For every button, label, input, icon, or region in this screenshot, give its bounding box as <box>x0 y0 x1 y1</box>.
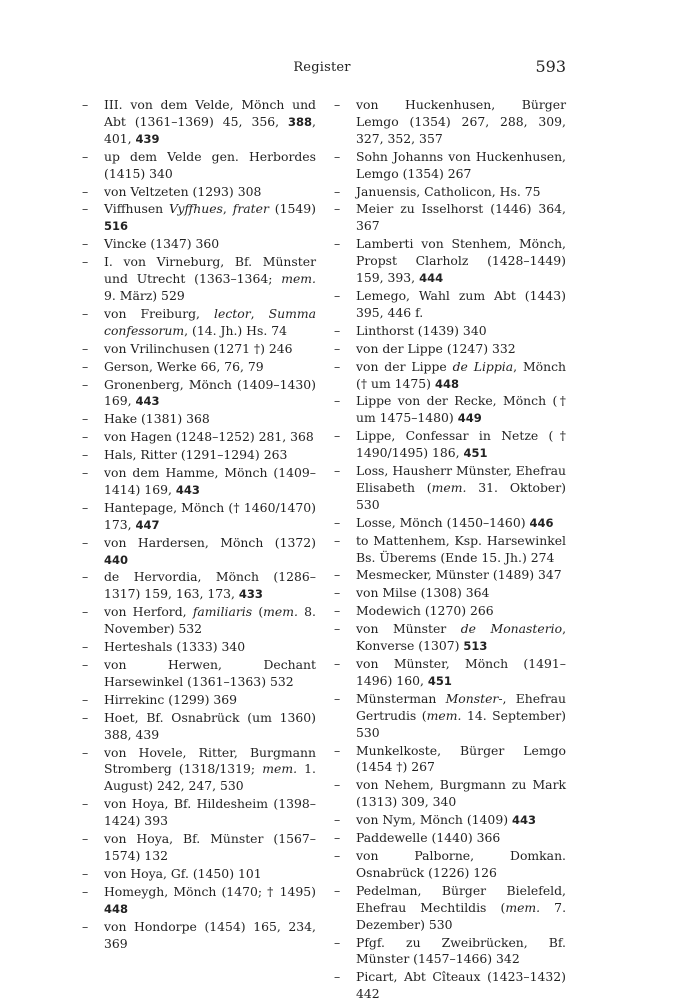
entry-text: , (14. Jh.) Hs. 74 <box>184 322 287 338</box>
index-entry <box>334 812 566 829</box>
entry-text: Gronenberg, Mönch (1409–1430) 169, <box>104 376 316 409</box>
entry-text: Mesmecker, Münster (1489) 347 <box>356 567 562 583</box>
entry-dash: – <box>334 393 341 409</box>
index-entry <box>82 447 316 464</box>
entry-page-ref-bold: 516 <box>104 219 129 234</box>
index-entry <box>334 428 566 462</box>
entry-text: von Hardersen, Mönch (1372) <box>104 534 316 550</box>
entry-text-italic: de Monasterio <box>460 621 563 637</box>
entry-dash: – <box>334 830 341 846</box>
entry-text: Vincke (1347) 360 <box>104 236 220 252</box>
entry-page-ref-bold: 444 <box>419 271 444 286</box>
entry-text-italic: Summa confessorum <box>104 305 316 338</box>
entry-dash: – <box>82 340 89 356</box>
entry-text: 9. März) 529 <box>104 287 185 303</box>
entry-dash: – <box>82 201 89 217</box>
index-entry <box>334 603 566 620</box>
entry-text: , Ehefrau Gertrudis ( <box>356 690 566 723</box>
entry-dash: – <box>82 499 89 515</box>
index-entry <box>334 935 566 969</box>
index-entry <box>82 884 316 918</box>
entry-page-ref-bold: 449 <box>457 411 482 426</box>
entry-text: Lippe von der Recke, Mönch († um 1475–1480) <box>356 393 566 426</box>
entry-dash: – <box>334 183 341 199</box>
index-entry <box>334 883 566 934</box>
entry-dash: – <box>82 639 89 655</box>
index-entry <box>82 411 316 428</box>
entry-dash: – <box>334 742 341 758</box>
entry-dash: – <box>82 305 89 321</box>
entry-text-italic: familiaris <box>192 604 253 620</box>
index-entry <box>82 429 316 446</box>
entry-text-italic: mem. <box>426 707 462 723</box>
index-entry <box>82 341 316 358</box>
entry-dash: – <box>82 709 89 725</box>
entry-page-ref-bold: 446 <box>529 515 554 530</box>
index-entry <box>334 236 566 287</box>
entry-text-italic: Monster- <box>445 690 503 706</box>
entry-dash: – <box>334 812 341 828</box>
entry-text: Pedelman, Bürger Bielefeld, Ehefrau Mechtildis ( <box>356 882 566 915</box>
entry-dash: – <box>334 148 341 164</box>
index-entry <box>82 604 316 638</box>
entry-dash: – <box>82 447 89 463</box>
entry-dash: – <box>334 322 341 338</box>
entry-text: von Nehem, Burgmann zu Mark (1313) 309, 340 <box>356 777 566 810</box>
index-entry <box>82 236 316 253</box>
page-header <box>78 56 566 80</box>
entry-dash: – <box>334 934 341 950</box>
index-entry <box>334 393 566 427</box>
index-entry <box>82 866 316 883</box>
entry-dash: – <box>82 358 89 374</box>
index-entry <box>334 691 566 742</box>
entry-dash: – <box>334 882 341 898</box>
entry-text: Januensis, Catholicon, Hs. 75 <box>356 183 541 199</box>
index-entry <box>334 830 566 847</box>
entry-text: up dem Velde gen. Herbordes (1415) 340 <box>104 148 316 181</box>
entry-text: , Mönch († um 1475) <box>356 358 566 391</box>
entry-dash: – <box>82 534 89 550</box>
index-entry <box>82 377 316 411</box>
page-number: 593 <box>535 57 566 76</box>
entry-dash: – <box>334 585 341 601</box>
index-entry <box>334 969 566 1003</box>
entry-dash: – <box>334 621 341 637</box>
entry-dash: – <box>334 690 341 706</box>
entry-dash: – <box>82 604 89 620</box>
entry-dash: – <box>334 201 341 217</box>
entry-text: ( <box>252 604 264 620</box>
entry-text: von Herwen, Dechant Harsewinkel (1361–1363) 532 <box>104 657 316 689</box>
entry-page-ref-bold: 433 <box>238 587 263 602</box>
entry-text: Sohn Johanns von Huckenhusen, Lemgo (1354) 267 <box>356 148 566 181</box>
entry-text: von Herford, <box>104 604 193 620</box>
entry-text: 1. August) 242, 247, 530 <box>104 761 316 794</box>
index-entry <box>334 777 566 811</box>
index-entry <box>334 743 566 777</box>
entry-text: , Konverse (1307) <box>356 621 567 654</box>
index-entry <box>82 184 316 201</box>
entry-dash: – <box>82 691 89 707</box>
index-entry <box>82 97 316 148</box>
entry-text: Losse, Mönch (1450–1460) <box>356 514 530 530</box>
entry-text: Picart, Abt Cîteaux (1423–1432) 442 <box>356 969 566 1002</box>
entry-dash: – <box>82 429 89 445</box>
entry-text: Hirrekinc (1299) 369 <box>104 691 238 707</box>
entry-dash: – <box>82 883 89 899</box>
index-entry <box>334 341 566 358</box>
entry-dash: – <box>334 969 341 985</box>
entry-text: Lemego, Wahl zum Abt (1443) 395, 446 f. <box>356 287 566 320</box>
entry-dash: – <box>334 428 341 444</box>
entry-text: von Hondorpe (1454) 165, 234, 369 <box>104 918 316 951</box>
entry-page-ref-bold: 451 <box>427 673 452 688</box>
entry-text: von Veltzeten (1293) 308 <box>104 183 262 199</box>
index-entry <box>334 463 566 514</box>
entry-text: von Hagen (1248–1252) 281, 368 <box>104 429 314 445</box>
entry-text: , 401, <box>104 113 316 146</box>
entry-page-ref-bold: 451 <box>463 446 488 461</box>
entry-text: von Hovele, Ritter, Burgmann Stromberg (1318/1319; <box>104 744 316 777</box>
index-entry <box>334 533 566 567</box>
entry-text: von Hoya, Bf. Hildesheim (1398–1424) 393 <box>104 796 316 829</box>
entry-page-ref-bold: 443 <box>135 394 160 409</box>
entry-dash: – <box>334 236 341 252</box>
entry-dash: – <box>334 567 341 583</box>
index-entry <box>334 359 566 393</box>
entry-page-ref-bold: 388 <box>288 114 313 129</box>
entry-text: de Hervordia, Mönch (1286–1317) 159, 163, 173, <box>104 569 316 602</box>
entry-text: von Palborne, Domkan. Osnabrück (1226) 126 <box>356 847 566 880</box>
index-entry <box>334 621 566 655</box>
entry-dash: – <box>82 376 89 392</box>
index-entry <box>82 254 316 305</box>
entry-dash: – <box>82 657 89 672</box>
entry-page-ref-bold: 448 <box>104 901 129 916</box>
entry-text-italic: mem. <box>263 604 298 620</box>
entry-dash: – <box>82 465 89 481</box>
index-entry <box>82 569 316 603</box>
index-entry <box>82 306 316 340</box>
entry-text: Linthorst (1439) 340 <box>356 322 487 338</box>
entry-page-ref-bold: 448 <box>434 376 459 391</box>
entry-text: Hoet, Bf. Osnabrück (um 1360) 388, 439 <box>104 709 316 742</box>
index-entry <box>334 515 566 532</box>
entry-text: von Hoya, Gf. (1450) 101 <box>104 865 262 881</box>
entry-text-italic: mem. <box>262 761 298 777</box>
entry-dash: – <box>82 918 89 934</box>
running-title: Register <box>293 60 351 75</box>
entry-text: 31. Oktober) 530 <box>356 479 566 512</box>
entry-dash: – <box>82 97 89 112</box>
entry-text: von Milse (1308) 364 <box>356 585 490 601</box>
entry-dash: – <box>334 287 341 303</box>
entry-dash: – <box>82 796 89 812</box>
index-column-left <box>82 97 316 953</box>
entry-text: Münsterman <box>356 690 446 706</box>
entry-text: 8. November) 532 <box>104 604 316 637</box>
entry-text: Hals, Ritter (1291–1294) 263 <box>104 447 288 463</box>
entry-dash: – <box>82 148 89 164</box>
entry-text-italic: Vyffhues <box>169 201 223 217</box>
index-entry <box>334 848 566 882</box>
entry-text: (1549) <box>268 201 316 217</box>
index-entry <box>82 831 316 865</box>
entry-dash: – <box>82 236 89 252</box>
entry-text: to Mattenhem, Ksp. Harsewinkel Bs. Überems (Ende 15. Jh.) 274 <box>356 532 566 565</box>
entry-dash: – <box>82 569 89 585</box>
index-entry <box>82 465 316 499</box>
entry-text: von der Lippe <box>356 358 453 374</box>
entry-text: , <box>222 201 233 217</box>
entry-text: Meier zu Isselhorst (1446) 364, 367 <box>356 201 566 234</box>
index-entry <box>82 745 316 796</box>
index-entry <box>334 184 566 201</box>
entry-text-italic: frater <box>232 201 269 217</box>
entry-text-italic: de Lippia <box>452 358 514 374</box>
entry-page-ref-bold: 440 <box>104 552 129 567</box>
entry-text: , <box>250 305 269 321</box>
entry-dash: – <box>82 831 89 847</box>
entry-text: III. von dem Velde, Mönch und Abt (1361–1369) 45, 356, <box>104 97 316 129</box>
entry-dash: – <box>334 97 341 112</box>
entry-text: Pfgf. zu Zweibrücken, Bf. Münster (1457–1466) 342 <box>356 934 566 967</box>
entry-text: Hake (1381) 368 <box>104 411 210 427</box>
entry-text: Gerson, Werke 66, 76, 79 <box>104 358 264 374</box>
entry-text: von der Lippe (1247) 332 <box>356 340 516 356</box>
entry-text: von Münster, Mönch (1491–1496) 160, <box>356 656 566 688</box>
index-entry <box>82 692 316 709</box>
entry-text: Lamberti von Stenhem, Mönch, Propst Clarholz (1428–1449) 159, 393, <box>356 236 566 286</box>
entry-text: Lippe, Confessar in Netze († 1490/1495) 186, <box>356 428 566 461</box>
index-entry <box>82 201 316 235</box>
index-entry <box>334 97 566 148</box>
entry-page-ref-bold: 443 <box>511 813 536 828</box>
entry-dash: – <box>334 847 341 863</box>
entry-dash: – <box>334 340 341 356</box>
entry-text: von Hoya, Bf. Münster (1567–1574) 132 <box>104 831 316 863</box>
entry-text: Munkelkoste, Bürger Lemgo (1454 †) 267 <box>356 742 566 775</box>
index-entry <box>334 567 566 584</box>
entry-dash: – <box>334 656 341 671</box>
entry-dash: – <box>334 463 341 479</box>
entry-dash: – <box>82 865 89 881</box>
entry-page-ref-bold: 443 <box>175 482 200 497</box>
index-entry <box>82 535 316 569</box>
index-entry <box>82 149 316 183</box>
entry-dash: – <box>82 183 89 199</box>
entry-text: Loss, Hausherr Münster, Ehefrau Elisabeth ( <box>356 463 566 495</box>
entry-dash: – <box>334 777 341 793</box>
index-entry <box>334 149 566 183</box>
index-entry <box>82 919 316 953</box>
entry-page-ref-bold: 447 <box>135 517 160 532</box>
entry-text: 14. September) 530 <box>356 707 566 740</box>
entry-text-italic: mem. <box>505 899 541 915</box>
entry-text: Paddewelle (1440) 366 <box>356 830 501 846</box>
entry-text: 7. Dezember) 530 <box>356 899 567 932</box>
entry-dash: – <box>82 744 89 760</box>
entry-text-italic: mem. <box>281 271 316 287</box>
index-entry <box>334 323 566 340</box>
entry-dash: – <box>82 254 89 270</box>
index-entry <box>334 656 566 690</box>
entry-text: Hantepage, Mönch († 1460/1470) 173, <box>104 499 316 532</box>
entry-text: von dem Hamme, Mönch (1409–1414) 169, <box>104 465 316 497</box>
entry-text: Homeygh, Mönch (1470; † 1495) <box>104 883 316 899</box>
index-entry <box>334 585 566 602</box>
index-entry <box>82 796 316 830</box>
entry-text: von Nym, Mönch (1409) <box>356 812 512 828</box>
entry-text-italic: lector <box>214 305 251 321</box>
index-column-right <box>334 97 566 1004</box>
entry-dash: – <box>334 603 341 619</box>
entry-text: von Freiburg, <box>104 305 215 321</box>
index-entry <box>82 710 316 744</box>
entry-text-italic: mem. <box>431 479 467 495</box>
entry-page-ref-bold: 513 <box>463 639 488 654</box>
entry-text: von Huckenhusen, Bürger Lemgo (1354) 267, 288, 309, 327, 352, 357 <box>356 97 566 146</box>
index-entry <box>334 288 566 322</box>
entry-dash: – <box>334 358 341 374</box>
entry-dash: – <box>334 532 341 548</box>
entry-text: von Münster <box>356 621 461 637</box>
entry-text: Modewich (1270) 266 <box>356 603 494 619</box>
index-entry <box>82 639 316 656</box>
entry-text: von Vrilinchusen (1271 †) 246 <box>104 340 293 356</box>
index-entry <box>82 500 316 534</box>
entry-page-ref-bold: 439 <box>135 131 160 146</box>
index-entry <box>334 201 566 235</box>
entry-text: Viffhusen <box>104 201 170 217</box>
index-entry <box>82 657 316 691</box>
entry-dash: – <box>334 514 341 530</box>
entry-text: I. von Virneburg, Bf. Münster und Utrecht (1363–1364; <box>104 254 316 287</box>
entry-dash: – <box>82 411 89 427</box>
index-entry <box>82 359 316 376</box>
entry-text: Herteshals (1333) 340 <box>104 639 246 655</box>
